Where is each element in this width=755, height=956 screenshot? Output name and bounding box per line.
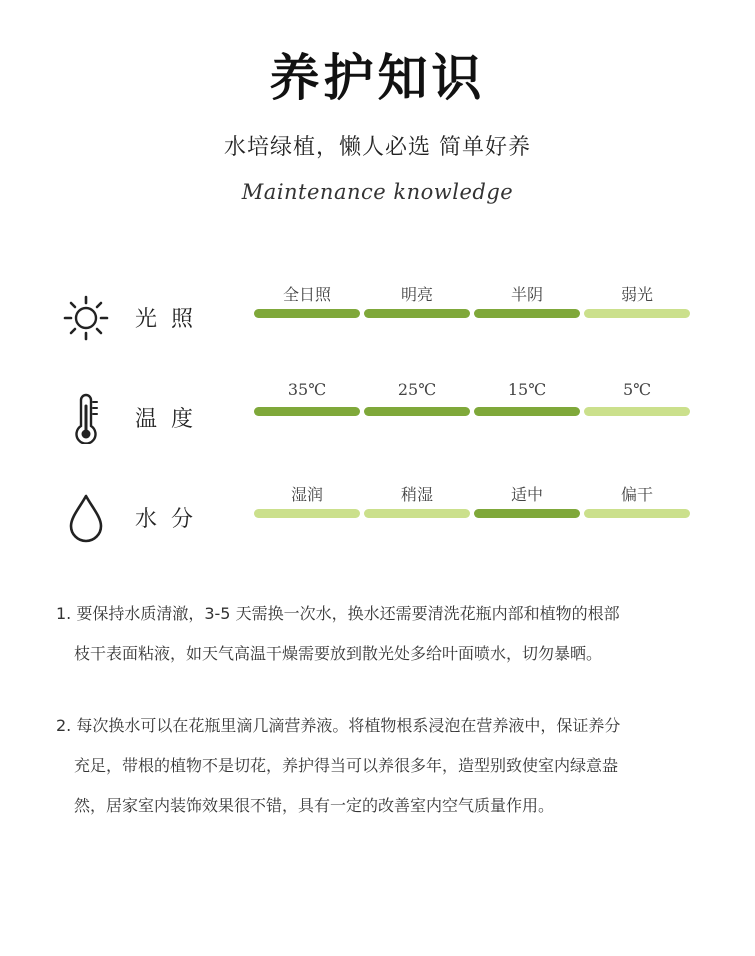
level-bar: [474, 509, 580, 518]
thermometer-icon: [62, 392, 110, 440]
note-line: 1. 要保持水质清澈，3-5 天需换一次水，换水还需要清洗花瓶内部和植物的根部: [56, 604, 620, 623]
water-drop-icon: [62, 492, 110, 540]
care-row-light: [0, 282, 755, 352]
care-note-1: [56, 594, 706, 674]
page-title: 养护知识: [269, 49, 486, 107]
level-bar: [254, 509, 360, 518]
level-label: 35℃: [287, 380, 327, 399]
note-line: 充足，带根的植物不是切花，养护得当可以养很多年，造型别致使室内绿意盎: [74, 756, 619, 775]
note-line: 枝干表面粘液，如天气高温干燥需要放到散光处多给叶面喷水，切勿暴晒。: [74, 644, 603, 663]
page-subtitle: 水培绿植，懒人必选 简单好养: [224, 135, 531, 160]
level-bar: [254, 407, 360, 416]
sun-icon: [62, 294, 110, 342]
care-row-temperature: [0, 380, 755, 450]
level-bar: [364, 509, 470, 518]
level-label: 15℃: [507, 380, 547, 399]
note-line: 2. 每次换水可以在花瓶里滴几滴营养液。将植物根系浸泡在营养液中，保证养分: [56, 716, 621, 735]
level-bar: [364, 309, 470, 318]
level-label: 弱光: [620, 285, 653, 304]
level-label: 5℃: [622, 380, 652, 399]
level-bar: [584, 407, 690, 416]
row-label: 水分: [135, 507, 208, 532]
level-bar: [584, 309, 690, 318]
level-bar: [584, 509, 690, 518]
english-subtitle: Maintenance knowledge: [241, 180, 514, 204]
row-label: 光照: [135, 307, 208, 332]
level-label: 全日照: [282, 285, 331, 304]
care-note-2: [56, 706, 706, 826]
row-label: 温度: [135, 407, 208, 432]
level-label: 稍湿: [400, 485, 433, 504]
care-row-water: [0, 482, 755, 552]
level-label: 明亮: [400, 285, 433, 304]
level-bar: [364, 407, 470, 416]
level-label: 半阴: [510, 285, 543, 304]
level-label: 适中: [510, 485, 543, 504]
level-label: 湿润: [290, 485, 323, 504]
note-line: 然，居家室内装饰效果很不错，具有一定的改善室内空气质量作用。: [74, 796, 555, 815]
level-bar: [474, 309, 580, 318]
level-bar: [254, 309, 360, 318]
level-label: 偏干: [620, 485, 653, 504]
level-label: 25℃: [397, 380, 437, 399]
level-bar: [474, 407, 580, 416]
